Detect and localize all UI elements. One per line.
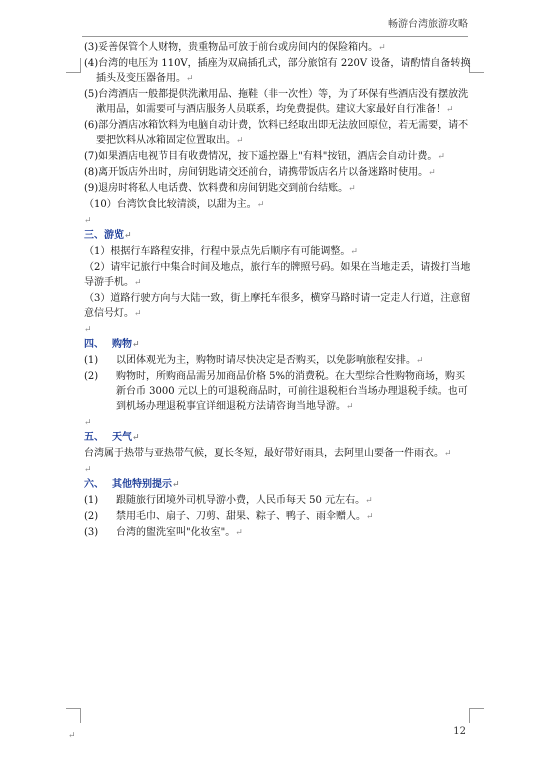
list-item: （1）根据行车路程安排，行程中景点先后顺序有可能调整。↵ bbox=[84, 246, 358, 257]
list-item: (2) 购物时，所购商品需另加商品价格 5%的消费税。在大型综合性购物商场，购买新台币 3000 元以上的可退税商品时，可前往退税柜台当场办理退税手续。也可到机场办理退税事宜详细退税方法请咨询当地导游。↵ bbox=[84, 371, 468, 412]
list-item: （10）台湾饮食比较清淡，以甜为主。↵ bbox=[84, 199, 265, 210]
list-item: (3)妥善保管个人财物，贵重物品可放于前台或房间内的保险箱内。↵ bbox=[84, 42, 386, 53]
blank-line: ↵ bbox=[84, 418, 92, 428]
paragraph-mark: ↵ bbox=[437, 152, 445, 162]
list-item: (2) 禁用毛巾、扇子、刀剪、甜果、粽子、鸭子、雨伞赠人。↵ bbox=[84, 511, 374, 522]
paragraph-mark: ↵ bbox=[446, 105, 454, 115]
page-header bbox=[82, 14, 468, 37]
crop-mark-bottom-right bbox=[469, 708, 484, 723]
paragraph-mark: ↵ bbox=[236, 136, 244, 146]
list-item: (1) 以团体观光为主，购物时请尽快决定是否购买，以免影响旅程安排。↵ bbox=[84, 355, 424, 366]
list-item: （2）请牢记旅行中集合时间及地点，旅行车的牌照号码。如果在当地走丢，请拨打当地导游手机。↵ bbox=[84, 262, 471, 288]
section-heading-other-tips: 六、 其他特别提示↵ bbox=[84, 479, 180, 490]
section-heading-sightseeing: 三、游览↵ bbox=[84, 230, 132, 241]
paragraph-mark: ↵ bbox=[428, 168, 436, 178]
list-item: （3）道路行驶方向与大陆一致，街上摩托车很多，横穿马路时请一定走人行道，注意留意信号灯。↵ bbox=[84, 293, 471, 319]
crop-mark-bottom-left bbox=[66, 708, 81, 723]
page-number: 12 bbox=[453, 726, 466, 737]
list-item: (6)部分酒店冰箱饮料为电脑自动计费，饮料已经取出即无法放回原位，若无需要，请不要把饮料从冰箱固定位置取出。↵ bbox=[84, 120, 469, 146]
blank-line: ↵ bbox=[84, 216, 92, 226]
blank-line: ↵ bbox=[84, 465, 92, 475]
paragraph-mark: ↵ bbox=[68, 731, 76, 741]
section-heading-weather: 五、 天气↵ bbox=[84, 432, 140, 443]
paragraph-mark: ↵ bbox=[378, 43, 386, 53]
list-item: (8)离开饭店外出时，房间钥匙请交还前台，请携带饭店名片以备迷路时使用。↵ bbox=[84, 167, 436, 178]
paragraph-mark: ↵ bbox=[256, 200, 265, 210]
list-item: (1) 跟随旅行团境外司机导游小费，人民币每天 50 元左右。↵ bbox=[84, 495, 373, 506]
list-item: (3) 台湾的盥洗室叫"化妆室"。↵ bbox=[84, 527, 243, 538]
document-body bbox=[84, 40, 472, 541]
paragraph-mark: ↵ bbox=[186, 74, 194, 84]
section-heading-shopping: 四、 购物↵ bbox=[84, 339, 140, 350]
list-item: (4)台湾的电压为 110V，插座为双扁插孔式，部分旅馆有 220V 设备，请酌情自备转换插头及变压器备用。↵ bbox=[84, 58, 471, 84]
paragraph-mark: ↵ bbox=[348, 184, 356, 194]
list-item: (9)退房时将私人电话费、饮料费和房间钥匙交到前台结账。↵ bbox=[84, 183, 356, 194]
blank-line: ↵ bbox=[84, 325, 92, 335]
crop-mark-top-left bbox=[66, 58, 81, 73]
list-item: (7)如果酒店电视节目有收费情况，按下遥控器上"有料"按钮，酒店会自动计费。↵ bbox=[84, 151, 445, 162]
list-item: (5)台湾酒店一般都提供洗漱用品、拖鞋（非一次性）等，为了环保有些酒店没有摆放洗漱用品，如需要可与酒店服务人员联系，均免费提供。建议大家最好自行准备！↵ bbox=[84, 89, 469, 115]
header-title: 畅游台湾旅游攻略 bbox=[388, 19, 468, 30]
paragraph: 台湾属于热带与亚热带气候，夏长冬短，最好带好雨具，去阿里山要备一件雨衣。↵ bbox=[84, 448, 452, 459]
